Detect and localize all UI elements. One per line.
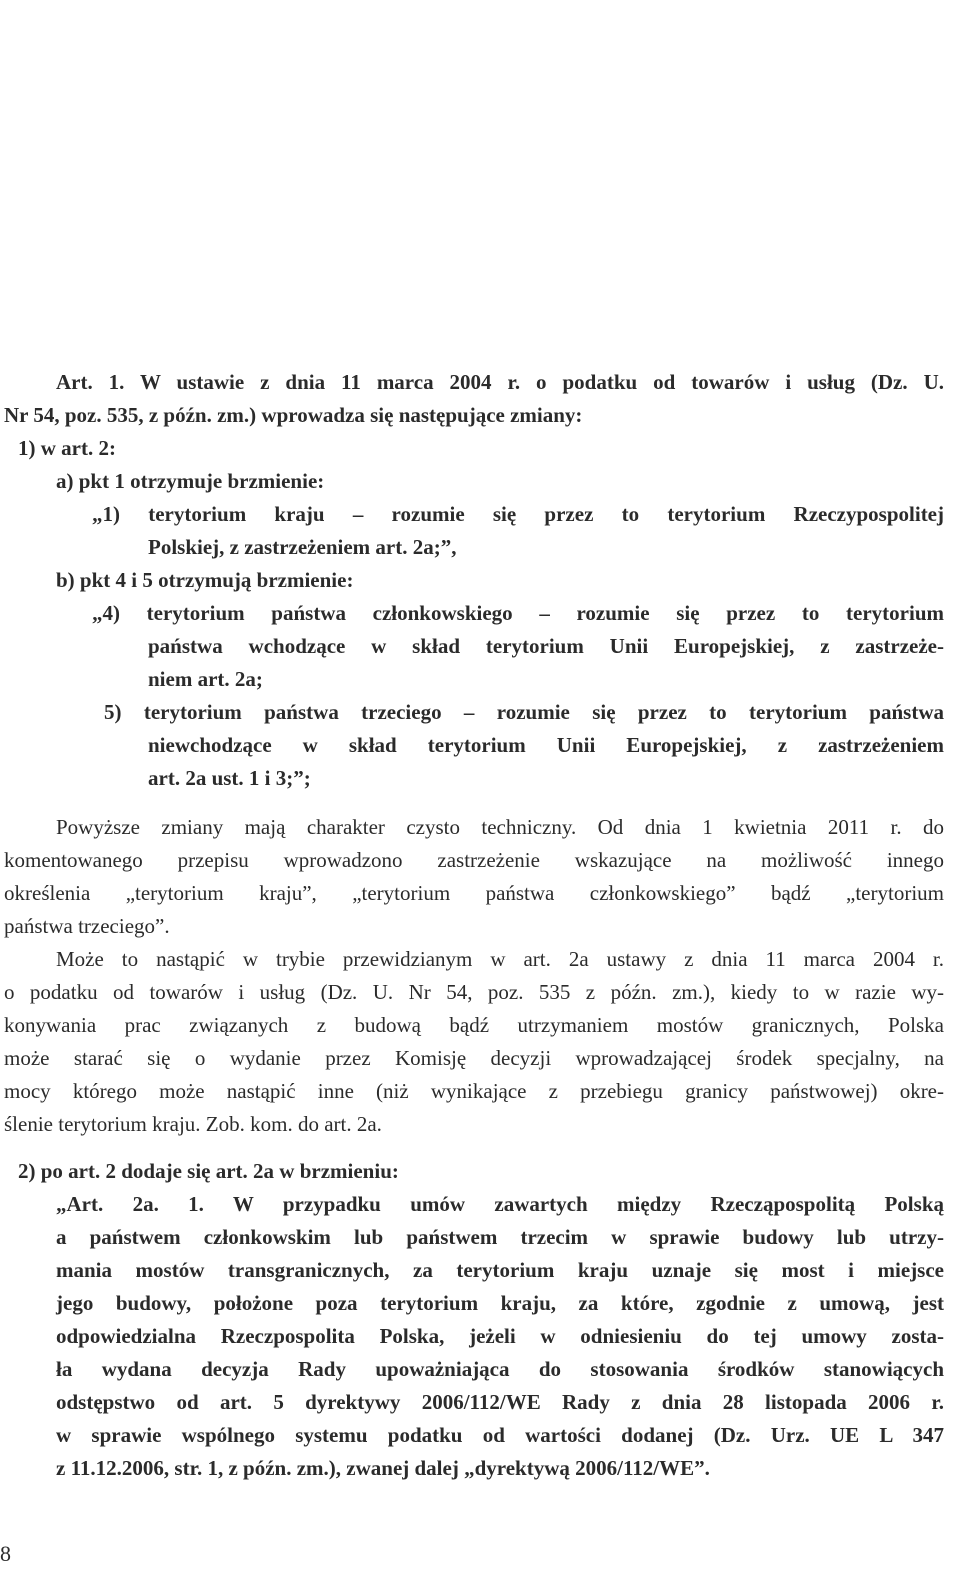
point-2-line-3: mania mostów transgranicznych, za terytorium kraju uznaje się most i miejsce (56, 1258, 944, 1282)
commentary-line-5: Może to nastąpić w trybie przewidzianym w art. 2a ustawy z dnia 11 marca 2004 r. (56, 947, 944, 971)
commentary-line-9: mocy którego może nastąpić inne (niż wynikające z przebiegu granicy państwowej) okre- (4, 1079, 944, 1103)
point-2-heading: 2) po art. 2 dodaje się art. 2a w brzmieniu: (18, 1159, 399, 1183)
point-2-line-7: odstępstwo od art. 5 dyrektywy 2006/112/WE Rady z dnia 28 listopada 2006 r. (56, 1390, 944, 1414)
commentary-line-4: państwa trzeciego”. (4, 914, 170, 938)
art1-point-1b-text-1: „4) terytorium państwa członkowskiego – rozumie się przez to terytorium (92, 601, 944, 625)
point-2-line-2: a państwem członkowskim lub państwem trzecim w sprawie budowy lub utrzy- (56, 1225, 944, 1249)
art1-line-1: Art. 1. W ustawie z dnia 11 marca 2004 r. o podatku od towarów i usług (Dz. U. (56, 370, 944, 394)
art1-line-2: Nr 54, poz. 535, z późn. zm.) wprowadza się następujące zmiany: (4, 403, 583, 427)
art1-point-1: 1) w art. 2: (18, 436, 116, 460)
art1-point-1b-text-3: niem art. 2a; (148, 667, 263, 691)
art1-point-1a: a) pkt 1 otrzymuje brzmienie: (56, 469, 325, 493)
page-number: 8 (0, 1541, 11, 1566)
point-2-line-9: z 11.12.2006, str. 1, z późn. zm.), zwanej dalej „dyrektywą 2006/112/WE”. (56, 1456, 710, 1480)
commentary-line-8: może starać się o wydanie przez Komisję decyzji wprowadzającej środek specjalny, na (4, 1046, 944, 1070)
art1-point-1b-text-4: 5) terytorium państwa trzeciego – rozumie się przez to terytorium państwa (104, 700, 944, 724)
commentary-line-2: komentowanego przepisu wprowadzono zastrzeżenie wskazujące na możliwość innego (4, 848, 944, 872)
point-2-line-4: jego budowy, położone poza terytorium kraju, za które, zgodnie z umową, jest (56, 1291, 944, 1315)
commentary-line-10: ślenie terytorium kraju. Zob. kom. do art. 2a. (4, 1112, 382, 1136)
art1-point-1a-text-2: Polskiej, z zastrzeżeniem art. 2a;”, (148, 535, 457, 559)
commentary-line-6: o podatku od towarów i usług (Dz. U. Nr 54, poz. 535 z późn. zm.), kiedy to w razie wy- (4, 980, 944, 1004)
art1-point-1b: b) pkt 4 i 5 otrzymują brzmienie: (56, 568, 354, 592)
art1-point-1b-text-5: niewchodzące w skład terytorium Unii Europejskiej, z zastrzeżeniem (148, 733, 944, 757)
point-2-line-8: w sprawie wspólnego systemu podatku od wartości dodanej (Dz. Urz. UE L 347 (56, 1423, 944, 1447)
art1-point-1b-text-6: art. 2a ust. 1 i 3;”; (148, 766, 311, 790)
point-2-line-6: ła wydana decyzja Rady upoważniająca do stosowania środków stanowiących (56, 1357, 944, 1381)
commentary-line-1: Powyższe zmiany mają charakter czysto techniczny. Od dnia 1 kwietnia 2011 r. do (56, 815, 944, 839)
art1-point-1b-text-2: państwa wchodzące w skład terytorium Unii Europejskiej, z zastrzeże- (148, 634, 944, 658)
commentary-line-3: określenia „terytorium kraju”, „terytorium państwa członkowskiego” bądź „terytorium (4, 881, 944, 905)
point-2-line-1: „Art. 2a. 1. W przypadku umów zawartych między Rzecząpospolitą Polską (56, 1192, 944, 1216)
art1-point-1a-text-1: „1) terytorium kraju – rozumie się przez to terytorium Rzeczypospolitej (92, 502, 944, 526)
point-2-line-5: odpowiedzialna Rzeczpospolita Polska, jeżeli w odniesieniu do tej umowy zosta- (56, 1324, 944, 1348)
commentary-line-7: konywania prac związanych z budową bądź utrzymaniem mostów granicznych, Polska (4, 1013, 944, 1037)
